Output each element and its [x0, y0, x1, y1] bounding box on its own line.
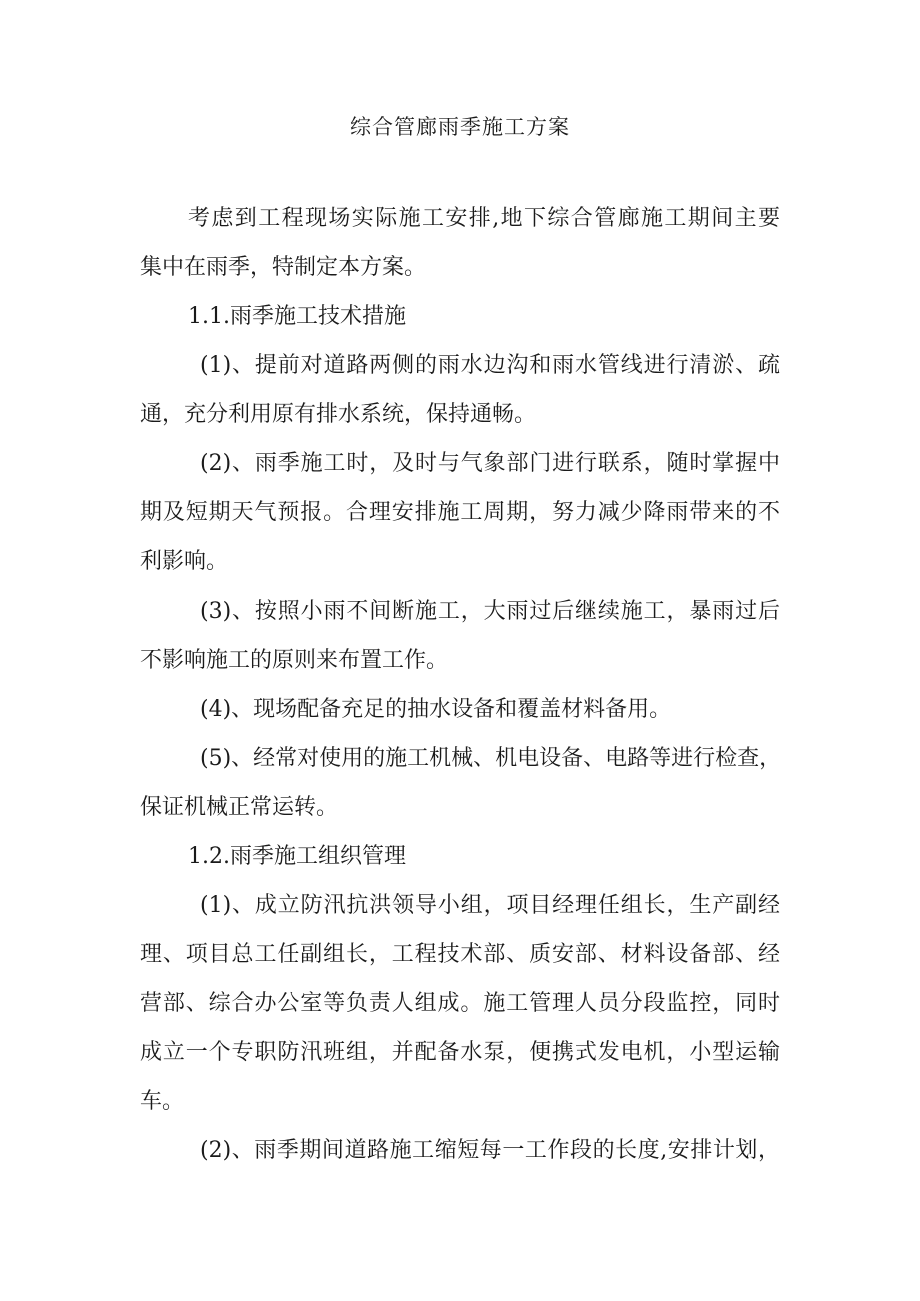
intro-line-1: 考虑到工程现场实际施工安排,地下综合管廊施工期间主要 — [188, 206, 780, 231]
s2-item1-line3: 营部、综合办公室等负责人组成。施工管理人员分段监控，同时 — [140, 991, 780, 1016]
s1-item1-line2: 通，充分利用原有排水系统，保持通畅。 — [140, 402, 537, 427]
document-title: 综合管廊雨季施工方案 — [350, 115, 570, 139]
s1-item5-line1: (5)、经常对使用的施工机械、机电设备、电路等进行检查， — [200, 746, 782, 771]
s1-item5-line2: 保证机械正常运转。 — [140, 795, 339, 820]
s2-item1-line5: 车。 — [140, 1089, 185, 1114]
s1-item2-line3: 利影响。 — [140, 549, 229, 574]
s2-item1-line1: (1)、成立防汛抗洪领导小组，项目经理任组长，生产副经 — [200, 893, 780, 918]
s2-item1-line2: 理、项目总工任副组长，工程技术部、质安部、材料设备部、经 — [140, 942, 780, 967]
s1-item3-line1: (3)、按照小雨不间断施工，大雨过后继续施工，暴雨过后 — [200, 599, 780, 624]
s1-item2-line1: (2)、雨季施工时，及时与气象部门进行联系，随时掌握中 — [200, 451, 780, 476]
s1-item2-line2: 期及短期天气预报。合理安排施工周期，努力减少降雨带来的不 — [140, 500, 780, 525]
s2-item1-line4: 成立一个专职防汛班组，并配备水泵，便携式发电机，小型运输 — [140, 1040, 780, 1065]
s1-item4-line1: (4)、现场配备充足的抽水设备和覆盖材料备用。 — [200, 697, 672, 722]
s2-item2-line1: (2)、雨季期间道路施工缩短每一工作段的长度,安排计划， — [200, 1138, 780, 1163]
s1-item3-line2: 不影响施工的原则来布置工作。 — [140, 648, 449, 673]
intro-line-2: 集中在雨季，特制定本方案。 — [140, 255, 427, 280]
s1-item1-line1: (1)、提前对道路两侧的雨水边沟和雨水管线进行清淤、疏 — [200, 353, 780, 378]
section-heading-1-1: 1.1.雨季施工技术措施 — [188, 304, 406, 329]
section-heading-1-2: 1.2.雨季施工组织管理 — [188, 844, 406, 869]
